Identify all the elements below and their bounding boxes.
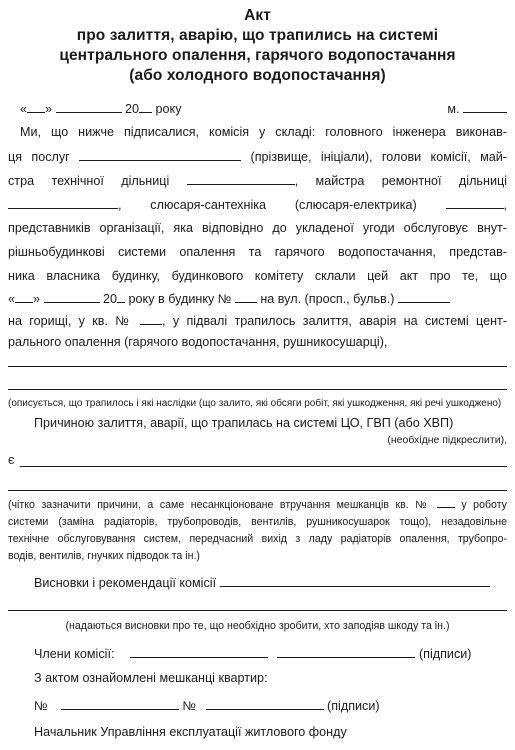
body-line: стра технічної дільниці , майстра ремонтної дільниці xyxy=(8,174,507,188)
conclusions-line xyxy=(34,574,507,591)
cause-blank-2[interactable] xyxy=(8,490,507,491)
repair-master-blank[interactable] xyxy=(8,196,118,209)
resident-signature-2[interactable] xyxy=(206,697,324,710)
note-apartment-blank[interactable] xyxy=(437,497,455,508)
body-line: представників організації, яка відповідно до укладеної угоди обслуговує внут- xyxy=(8,221,507,235)
city-label: м. xyxy=(447,102,460,116)
day-blank-2[interactable] xyxy=(15,290,33,303)
city-blank[interactable] xyxy=(463,100,507,113)
tech-master-blank[interactable] xyxy=(187,172,295,185)
member-signature-2[interactable] xyxy=(277,645,415,658)
doc-title-line: центрального опалення, гарячого водопостачання xyxy=(59,47,456,64)
body-line: на горищі, у кв. № , у підвалі трапилось залиття, аварія на системі цент- xyxy=(8,314,508,328)
cause-hint: (необхідне підкреслити), xyxy=(387,434,507,446)
cause-line: Причиною залиття, аварії, що трапилась на системі ЦО, ГВП (або ХВП) xyxy=(34,416,454,430)
body-line: , слюсаря-сантехніка (слюсаря-електрика) , xyxy=(8,196,507,213)
conclusions-blank[interactable] xyxy=(220,574,490,587)
year-blank[interactable] xyxy=(139,100,152,113)
body-line: Ми, що нижче підписалися, комісія у складі: головного інженера виконав- xyxy=(20,125,507,139)
members-label: Члени комісії: xyxy=(34,647,115,661)
body-line: рального опалення (гарячого водопостачання, рушникосушарці), xyxy=(8,335,388,349)
chief-label: Начальник Управління експлуатації житлового фонду xyxy=(34,725,347,739)
note-cause-line: системи (заміна радіаторів, трубопроводів, вентилів, рушникосушарок тощо), незадовільне xyxy=(8,516,507,528)
is-word: є xyxy=(8,453,15,467)
doc-title-line: про залиття, аварію, що трапились на системі xyxy=(76,27,439,44)
doc-title: Акт xyxy=(244,7,271,24)
residents-line: № № (підписи) xyxy=(34,699,380,713)
note-cause-line: технічне обслуговування систем, передчасний вихід з ладу радіаторів опалення, трубопро- xyxy=(8,533,507,545)
doc-title-line: (або холодного водопостачання) xyxy=(129,67,386,84)
description-line[interactable] xyxy=(8,389,507,390)
plumber-blank[interactable] xyxy=(446,196,504,209)
body-line: рішньобудинкові системи опалення та гарячого водопостачання, представ- xyxy=(8,245,507,259)
apartment-blank[interactable] xyxy=(140,312,162,325)
resident-signature-1[interactable] xyxy=(61,697,179,710)
body-line: ника власника будинку, будинкового комітету склали цей акт про те, що xyxy=(8,269,507,283)
members-line: Члени комісії: (підписи) xyxy=(34,647,472,661)
conclusions-note: (надаються висновки про те, що необхідно зробити, хто заподіяв шкоду та ін.) xyxy=(65,620,450,632)
body-line: « » 20 року в будинку № на вул. (просп., бульв.) xyxy=(8,290,507,307)
note-description: (описується, що трапилось і які наслідки (що залито, які обсяги робіт, які ушкодження, які речі ушкоджено) xyxy=(8,398,502,409)
date-line: « » 20 року м. xyxy=(20,100,507,117)
conclusions-blank-2[interactable] xyxy=(8,610,507,611)
note-cause-line: водів, вентилів, гнучких підводок та ін.) xyxy=(8,550,200,562)
member-signature-1[interactable] xyxy=(130,645,268,658)
month-blank-2[interactable] xyxy=(44,290,100,303)
conclusions-label: Висновки і рекомендації комісії xyxy=(34,576,217,590)
cause-blank[interactable] xyxy=(20,466,507,467)
street-blank[interactable] xyxy=(398,290,450,303)
year-blank-2[interactable] xyxy=(117,290,125,303)
month-blank[interactable] xyxy=(56,100,122,113)
body-line: ця послуг (прізвище, ініціали), голови комісії, май- xyxy=(8,150,508,164)
note-cause: (чітко зазначити причини, а саме несанкціоноване втручання мешканців кв. № у роботу xyxy=(8,499,507,511)
description-line[interactable] xyxy=(8,366,507,367)
house-number-blank[interactable] xyxy=(235,290,257,303)
chief-engineer-blank[interactable] xyxy=(79,148,241,161)
residents-label: З актом ознайомлені мешканці квартир: xyxy=(34,671,268,685)
day-blank[interactable] xyxy=(27,100,45,113)
